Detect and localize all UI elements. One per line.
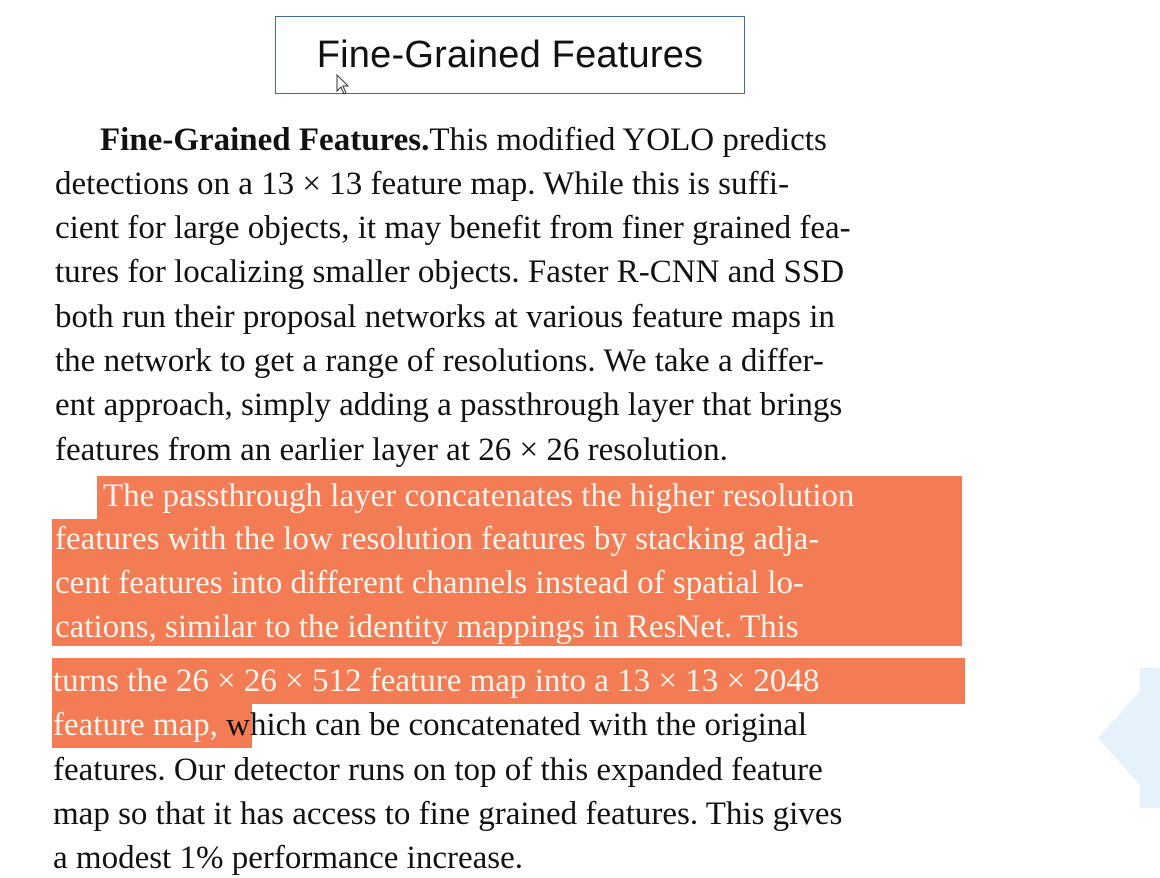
highlight-line-1: The passthrough layer concatenates the higher resolution: [103, 478, 855, 514]
paragraph1-line-5: both run their proposal networks at various feature maps in: [55, 299, 835, 335]
highlight-line-5: turns the 26 × 26 × 512 feature map into a 13 × 13 × 2048: [53, 663, 820, 699]
highlight-line-3: cent features into different channels instead of spatial lo-: [55, 565, 804, 601]
paragraph2-line-6-rest: which can be concatenated with the original: [217, 707, 808, 743]
mouse-cursor-icon: [336, 74, 350, 96]
paragraph1-line-4: tures for localizing smaller objects. Faster R-CNN and SSD: [55, 254, 845, 290]
paragraph1-line-1: [100, 120, 827, 160]
paragraph2-line-7: features. Our detector runs on top of this expanded feature: [53, 752, 823, 788]
highlight-line-2: features with the low resolution features by stacking adja-: [55, 521, 820, 557]
paragraph2-line-6: [53, 705, 807, 745]
paragraph1-line-7: ent approach, simply adding a passthrough layer that brings: [55, 387, 843, 423]
decorative-edge-shape: [1140, 668, 1160, 808]
paragraph1-line-1-text: This modified YOLO predicts: [429, 122, 827, 158]
paragraph2-line-8: map so that it has access to fine grained features. This gives: [53, 796, 843, 832]
paragraph2-line-9: a modest 1% performance increase.: [53, 840, 524, 876]
paragraph-heading: Fine-Grained Features.: [100, 122, 430, 158]
highlight-line-6: feature map,: [53, 707, 218, 743]
slide-title: Fine-Grained Features: [316, 33, 704, 76]
highlight-line-4: cations, similar to the identity mappings in ResNet. This: [55, 609, 799, 645]
paragraph1-line-3: cient for large objects, it may benefit from finer grained fea-: [55, 210, 851, 246]
paragraph1-line-8: features from an earlier layer at 26 × 26 resolution.: [55, 432, 728, 468]
paragraph1-line-2: detections on a 13 × 13 feature map. While this is suffi-: [55, 166, 790, 202]
paragraph1-line-6: the network to get a range of resolutions. We take a differ-: [55, 343, 824, 379]
